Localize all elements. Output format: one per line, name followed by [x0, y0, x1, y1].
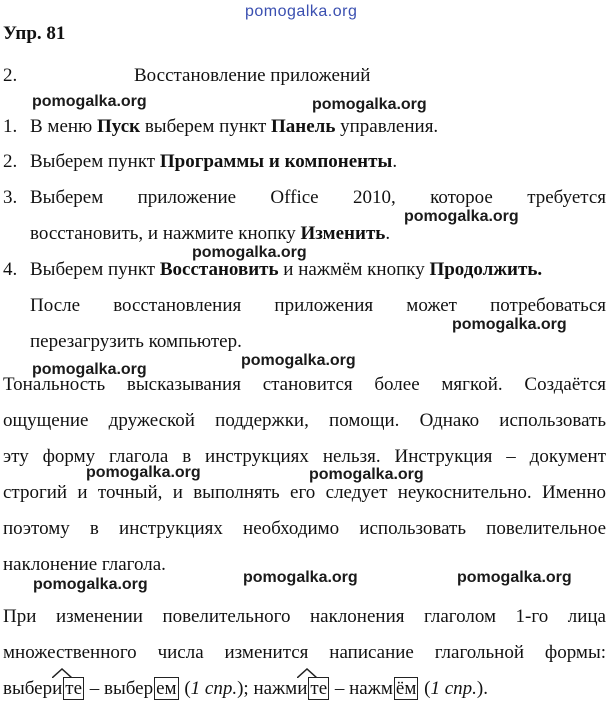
ending-box: ём [395, 678, 417, 699]
suffix-mark: и [52, 677, 62, 701]
watermark: pomogalka.org [192, 244, 307, 261]
watermark: pomogalka.org [452, 316, 567, 333]
ending-box: те [310, 678, 328, 699]
watermark: pomogalka.org [243, 569, 358, 586]
step-number: 1. [3, 116, 18, 137]
step-3-line-1: Выберем приложение Office 2010, которое требуется [30, 187, 606, 208]
watermark: pomogalka.org [457, 569, 572, 586]
paragraph-line: эту форму глагола в инструкциях нельзя. Инструкция – документ [3, 446, 606, 467]
step-number: 3. [3, 187, 18, 208]
suffix-caret-icon [297, 668, 317, 678]
step-number: 2. [3, 151, 18, 172]
paragraph-line: строгий и точный, и выполнять его следует неукоснительно. Именно [3, 482, 606, 503]
watermark: pomogalka.org [309, 466, 424, 483]
paragraph-line: При изменении повелительного наклонения глаголом 1-го лица [3, 606, 606, 627]
watermark: pomogalka.org [245, 3, 358, 20]
ending-box: ем [156, 678, 177, 699]
watermark: pomogalka.org [32, 361, 147, 378]
paragraph-line: ощущение дружеской поддержки, помощи. Однако использовать [3, 410, 606, 431]
watermark: pomogalka.org [404, 208, 519, 225]
ending-box: те [65, 678, 83, 699]
suffix-caret-icon [52, 668, 72, 678]
section-heading: Восстановление приложений [134, 65, 371, 86]
paragraph-line: поэтому в инструкциях необходимо использовать повелительное [3, 518, 606, 539]
watermark: pomogalka.org [86, 464, 201, 481]
exercise-title: Упр. 81 [3, 23, 66, 44]
step-number: 4. [3, 259, 18, 280]
suffix-mark: и [297, 677, 307, 701]
morphology-example: выбер и те – выбер ем (1 спр.); нажм и те – нажм ём (1 спр.). [3, 677, 488, 701]
step-3-line-2: восстановить, и нажмите кнопку Изменить. [30, 223, 391, 244]
watermark: pomogalka.org [312, 96, 427, 113]
paragraph-line: множественного числа изменится написание глагольной формы: [3, 642, 606, 663]
step-4-line-1: Выберем пункт Восстановить и нажмём кнопку Продолжить. [30, 259, 543, 280]
watermark: pomogalka.org [33, 576, 148, 593]
paragraph-line: наклонение глагола. [3, 554, 166, 575]
step-2: Выберем пункт Программы и компоненты. [30, 151, 398, 172]
watermark: pomogalka.org [241, 352, 356, 369]
step-4-line-3: перезагрузить компьютер. [30, 331, 242, 352]
step-4-line-2: После восстановления приложения может потребоваться [30, 295, 606, 316]
paragraph-line: Тональность высказывания становится более мягкой. Создаётся [3, 374, 606, 395]
step-1: В меню Пуск выберем пункт Панель управления. [30, 116, 439, 137]
section-number: 2. [3, 65, 18, 86]
watermark: pomogalka.org [32, 93, 147, 110]
